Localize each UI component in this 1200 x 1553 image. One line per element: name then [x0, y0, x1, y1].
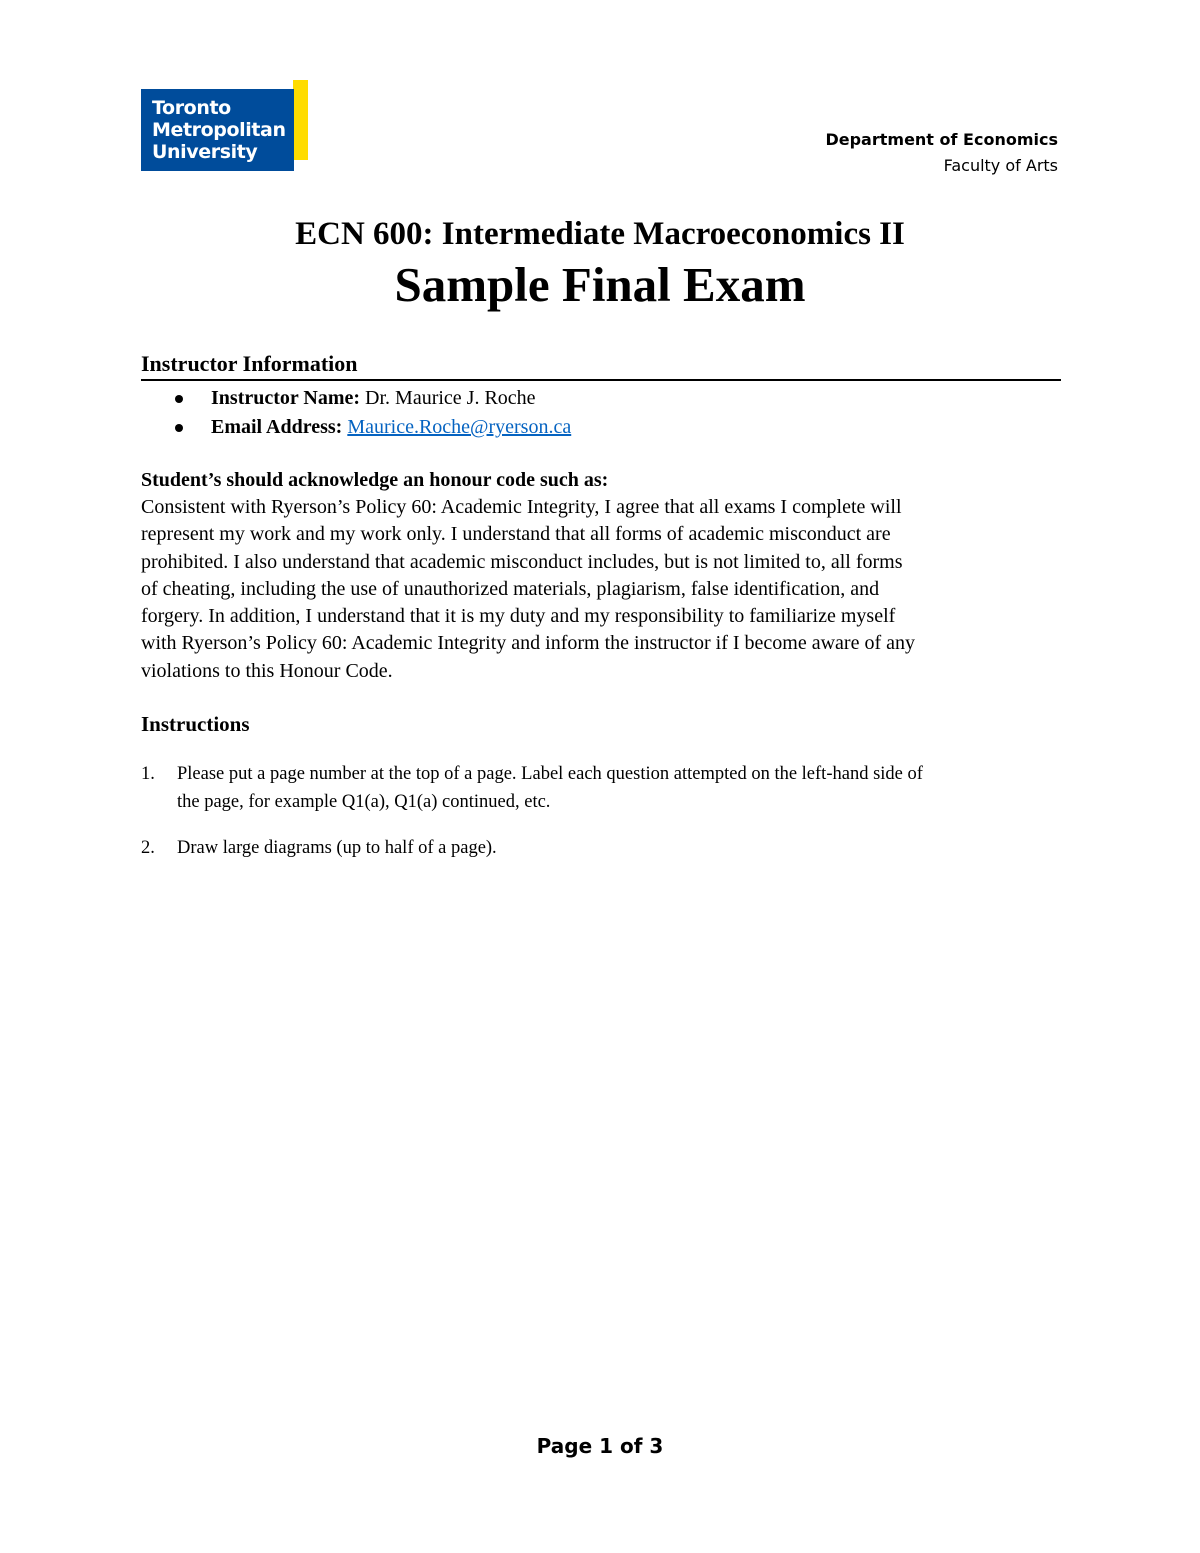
honour-line: of cheating, including the use of unauthorized materials, plagiarism, false identification, and	[141, 577, 880, 600]
honour-line: Consistent with Ryerson’s Policy 60: Academic Integrity, I agree that all exams I complete will	[141, 496, 902, 518]
exam-title: Sample Final Exam	[394, 257, 806, 312]
honour-line: with Ryerson’s Policy 60: Academic Integrity and inform the instructor if I become aware of any	[141, 632, 915, 655]
instructor-name	[211, 384, 536, 413]
list-item	[141, 384, 1061, 413]
instructor-name-value: Dr. Maurice J. Roche	[365, 387, 536, 409]
department-block	[825, 127, 1058, 179]
honour-code-text	[141, 494, 1071, 685]
email-label: Email Address:	[211, 416, 343, 438]
honour-line: represent my work and my work only. I understand that all forms of academic misconduct are	[141, 523, 891, 546]
course-title: ECN 600: Intermediate Macroeconomics II	[295, 216, 905, 252]
logo-line: University	[152, 141, 258, 163]
logo-line: Toronto	[152, 97, 231, 119]
instruction-number: 2.	[141, 838, 155, 858]
instructions-heading: Instructions	[141, 712, 250, 736]
instruction-number: 1.	[141, 764, 155, 784]
page-number: Page 1 of 3	[536, 1434, 664, 1458]
honour-line: violations to this Honour Code.	[141, 659, 393, 682]
logo-line: Metropolitan	[152, 119, 286, 141]
instruction-line: Please put a page number at the top of a page. Label each question attempted on the left-hand side of	[177, 764, 923, 784]
honour-code-heading: Student’s should acknowledge an honour code such as:	[141, 469, 609, 491]
logo-accent-bar	[293, 80, 308, 160]
instruction-item	[141, 760, 1071, 816]
instruction-line: the page, for example Q1(a), Q1(a) continued, etc.	[177, 792, 551, 812]
instructor-list	[141, 384, 1061, 442]
instruction-text	[177, 834, 1071, 862]
list-item	[141, 413, 1061, 442]
instruction-text	[177, 760, 1071, 816]
email-link[interactable]: Maurice.Roche@ryerson.ca	[347, 416, 572, 438]
instructor-name-label: Instructor Name:	[211, 387, 361, 409]
instructor-email	[211, 413, 571, 442]
department-name: Department of Economics	[825, 130, 1058, 149]
honour-line: forgery. In addition, I understand that it is my duty and my responsibility to familiarize myself	[141, 605, 896, 628]
faculty-name: Faculty of Arts	[943, 156, 1058, 175]
instruction-line: Draw large diagrams (up to half of a page).	[177, 838, 497, 858]
bullet-icon	[175, 424, 183, 432]
instruction-item	[141, 834, 1071, 862]
honour-line: prohibited. I also understand that academic misconduct includes, but is not limited to, all forms	[141, 550, 903, 573]
instructions-list	[141, 760, 1071, 880]
university-logo	[141, 89, 294, 171]
bullet-icon	[175, 395, 183, 403]
instructor-heading: Instructor Information	[141, 350, 1061, 381]
